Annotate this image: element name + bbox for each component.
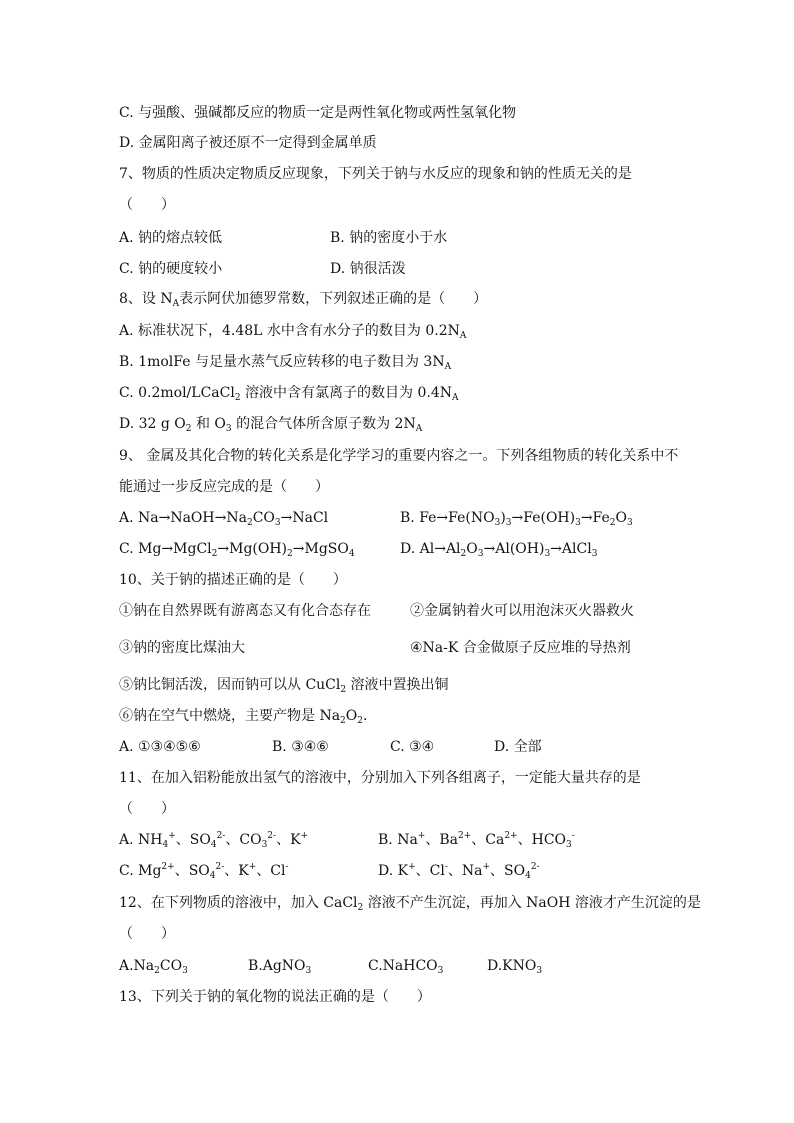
option-10d: D. 全部 xyxy=(494,739,542,755)
option-9b: B. $Fe\to Fe(NO_3)_3\to Fe(OH)_3\to Fe_2O_3$ xyxy=(400,510,633,528)
option-11c: C. $Mg^{2+}$、$SO_4^{2-}$、K+、Cl- xyxy=(119,862,289,881)
question-8-stem: 8、设 $N_A$表示阿伏加德罗常数，下列叙述正确的是（ ） xyxy=(119,291,488,309)
statement-10-1: ①钠在自然界既有游离态又有化合态存在 xyxy=(119,603,371,619)
option-7b: B. 钠的密度小于水 xyxy=(330,230,448,246)
question-13-stem: 13、下列关于钠的氧化物的说法正确的是（ ） xyxy=(119,989,431,1005)
option-7c: C. 钠的硬度较小 xyxy=(119,261,223,277)
option-10a: A. ①③④⑤⑥ xyxy=(119,739,201,755)
option-8d: D. 32 g $O_2$ 和 $O_3$ 的混合气体所含原子数为 $2N_A$ xyxy=(119,416,423,434)
option-7a: A. 钠的熔点较低 xyxy=(119,230,223,246)
option-11a: A. $NH_4^+$、$SO_4^{2-}$、$CO_3^{2-}$、K+ xyxy=(119,831,309,850)
option-9c: C. $Mg\to MgCl_2\to Mg(OH)_2\to MgSO_4$ xyxy=(119,541,355,559)
statement-10-6: ⑥钠在空气中燃烧，主要产物是 $Na_2O_2$. xyxy=(119,708,368,726)
option-10c: C. ③④ xyxy=(390,739,435,755)
statement-10-2: ②金属钠着火可以用泡沫灭火器救火 xyxy=(410,603,634,619)
option-12d: $D.KNO_3$ xyxy=(487,958,543,976)
option-10b: B. ③④⑥ xyxy=(272,739,329,755)
question-10-stem: 10、关于钠的描述正确的是（ ） xyxy=(119,572,347,588)
option-9d: D. $Al\to Al_2O_3\to Al(OH)_3\to AlCl_3$ xyxy=(400,541,598,559)
question-12-blank: （ ） xyxy=(119,926,175,942)
option-7d: D. 钠很活泼 xyxy=(330,261,406,277)
option-9a: A. $Na\to NaOH\to Na_2CO_3\to NaCl$ xyxy=(119,510,329,528)
option-6c: C. 与强酸、强碱都反应的物质一定是两性氧化物或两性氢氧化物 xyxy=(119,105,517,121)
option-8a: A. 标准状况下，4.48L 水中含有水分子的数目为 $0.2N_A$ xyxy=(119,323,467,341)
question-7-stem: 7、物质的性质决定物质反应现象，下列关于钠与水反应的现象和钠的性质无关的是 xyxy=(119,166,632,182)
option-12b: B.AgNO$_3$ xyxy=(248,958,312,976)
option-8c: C. 0.2mol/LCaCl$_2$ 溶液中含有氯离子的数目为 $0.4N_A$ xyxy=(119,385,459,403)
option-12c: C.NaHCO$_3$ xyxy=(368,958,444,976)
statement-10-4: ④Na-K 合金做原子反应堆的导热剂 xyxy=(410,640,631,656)
option-8b: B. 1molFe 与足量水蒸气反应转移的电子数目为 $3N_A$ xyxy=(119,354,452,372)
question-12-stem: 12、在下列物质的溶液中，加入 CaCl$_2$ 溶液不产生沉淀，再加入 NaOH 溶液才产生沉淀的是 xyxy=(119,895,701,913)
option-11b: B. Na+、$Ba^{2+}$、$Ca^{2+}$、$HCO_3^-$ xyxy=(378,831,575,850)
statement-10-3: ③钠的密度比煤油大 xyxy=(119,640,245,656)
question-9-stem-cont: 能通过一步反应完成的是（ ） xyxy=(119,479,329,495)
option-12a: $A.Na_2CO_3$ xyxy=(119,958,188,976)
option-6d: D. 金属阳离子被还原不一定得到金属单质 xyxy=(119,135,377,151)
question-7-blank: （ ） xyxy=(119,197,175,213)
question-11-blank: （ ） xyxy=(119,801,175,817)
question-11-stem: 11、在加入铝粉能放出氢气的溶液中，分别加入下列各组离子，一定能大量共存的是 xyxy=(119,770,641,786)
question-9-stem: 9、 金属及其化合物的转化关系是化学学习的重要内容之一。下列各组物质的转化关系中不 xyxy=(119,448,679,464)
statement-10-5: ⑤钠比铜活泼，因而钠可以从 CuCl$_2$ 溶液中置换出铜 xyxy=(119,677,449,695)
option-11d: D. K+、Cl-、Na+、$SO_4^{2-}$ xyxy=(378,862,540,881)
